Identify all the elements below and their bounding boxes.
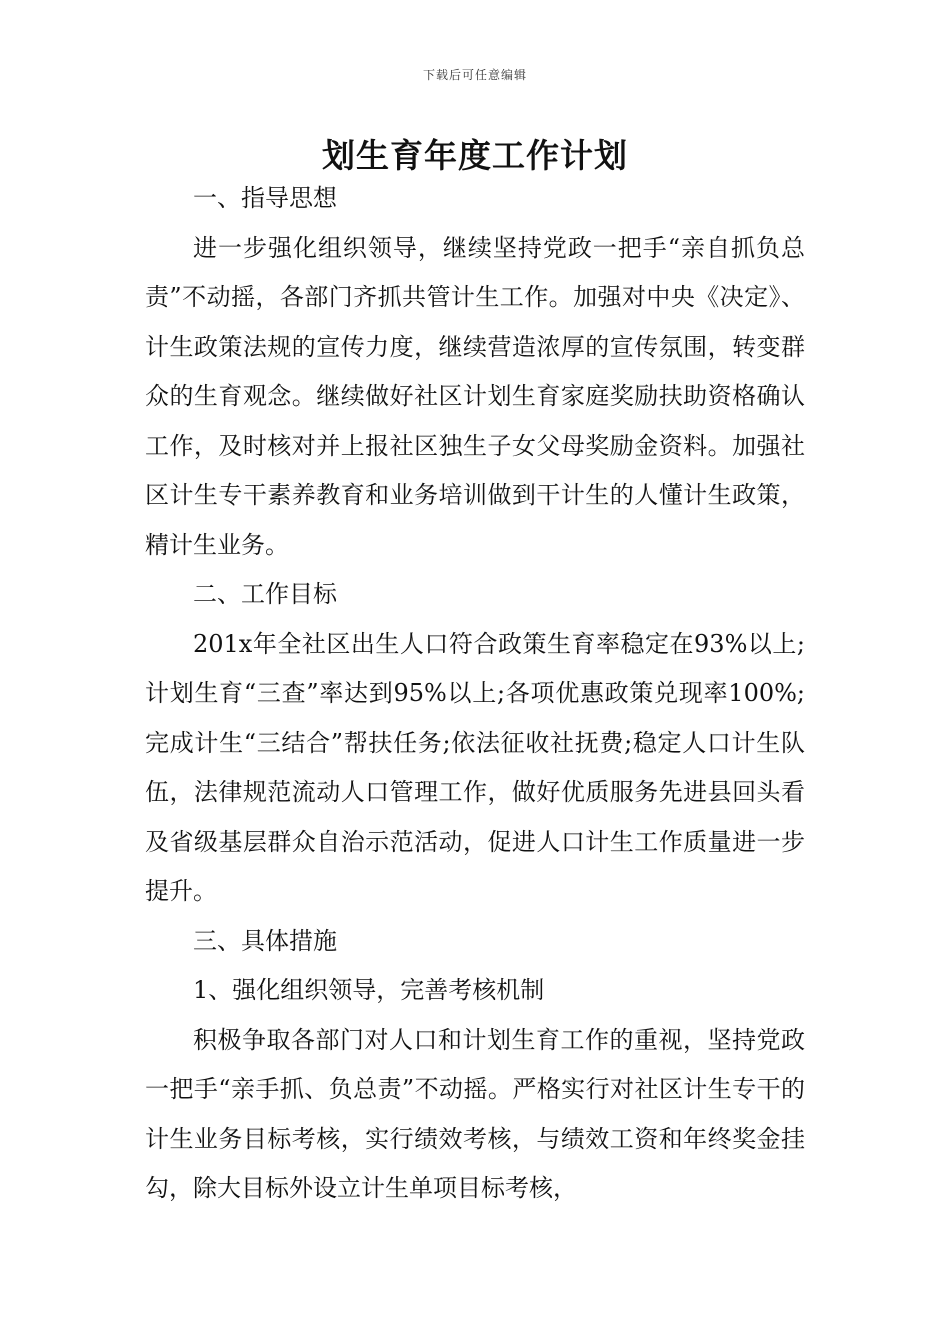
subheading-leadership: 1、强化组织领导，完善考核机制 bbox=[193, 976, 545, 1004]
paragraph-leadership: 积极争取各部门对人口和计划生育工作的重视，坚持党政一把手“亲手抓、负总责”不动摇。严格实行对社区计生专干的计生业务目标考核，实行绩效考核，与绩效工资和年终奖金挂勾，除大目标外设立计生单项目标考核， bbox=[145, 1025, 805, 1202]
section-heading-measures: 三、具体措施 bbox=[193, 926, 337, 955]
section-heading-guiding-ideology: 一、指导思想 bbox=[193, 184, 337, 212]
section-heading-work-goals: 二、工作目标 bbox=[193, 580, 337, 608]
header-note: 下载后可任意编辑 bbox=[422, 68, 527, 82]
document-body bbox=[145, 174, 805, 1214]
paragraph-work-goals: 201x年全社区出生人口符合政策生育率稳定在93%以上;计划生育“三查”率达到95%以上;各项优惠政策兑现率100%;完成计生“三结合”帮扶任务;依法征收社抚费;稳定人口计生队伍，法律规范流动人口管理工作，做好优质服务先进县回头看及省级基层群众自治示范活动，促进人口计生工作质量进一步提升。 bbox=[145, 629, 805, 905]
paragraph-guiding-ideology: 进一步强化组织领导，继续坚持党政一把手“亲自抓负总责”不动摇，各部门齐抓共管计生工作。加强对中央《决定》、计生政策法规的宣传力度，继续营造浓厚的宣传氛围，转变群众的生育观念。继续做好社区计划生育家庭奖励扶助资格确认工作，及时核对并上报社区独生子女父母奖励金资料。加强社区计生专干素养教育和业务培训做到干计生的人懂计生政策，精计生业务。 bbox=[145, 233, 805, 559]
document-title: 划生育年度工作计划 bbox=[322, 136, 628, 175]
